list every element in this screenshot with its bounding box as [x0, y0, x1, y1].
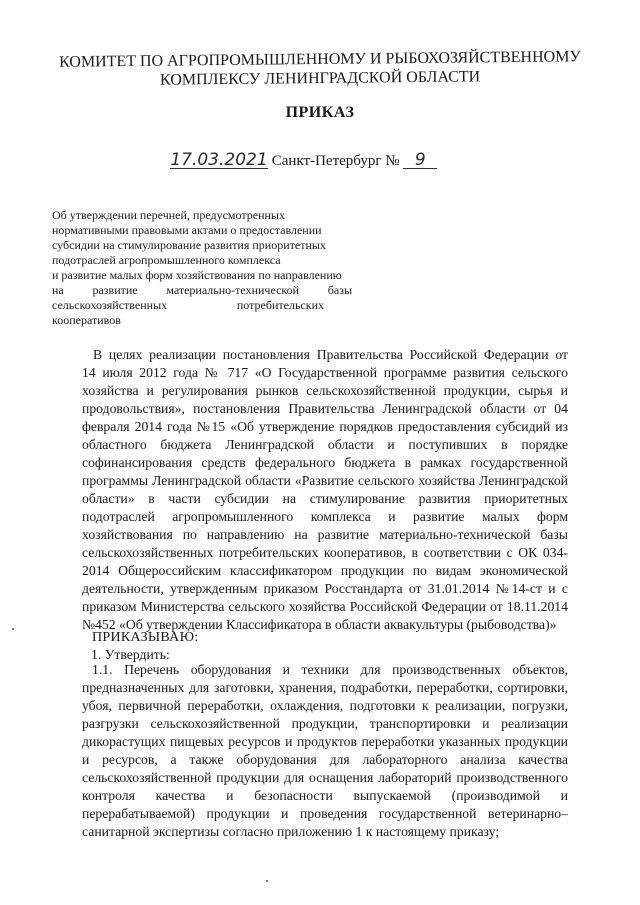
- organization-line-2: КОМПЛЕКСУ ЛЕНИНГРАДСКОЙ ОБЛАСТИ: [159, 68, 481, 89]
- preamble-line: 2014 Общероссийским классификатором продукции по видам экономической: [82, 563, 568, 578]
- item-line: сельскохозяйственной продукции для оснащения лабораторий производственного: [82, 770, 568, 785]
- item-1: 1. Утвердить:: [91, 647, 170, 662]
- subject-line: субсидии на стимулирование развития приоритетных: [52, 238, 326, 252]
- item-line: санитарной экспертизы согласно приложению 1 к настоящему приказу;: [82, 824, 500, 839]
- subject-line: нормативными правовыми актами о предоставлении: [52, 223, 322, 237]
- subject-line: и развитие малых форм хозяйствования по направлению: [52, 268, 342, 282]
- item-line: убоя, первичной переработки, охлаждения, подготовки к реализации, погрузки,: [82, 698, 568, 713]
- item-line: дикорастущих пищевых ресурсов и продуктов переработки указанных продукции: [82, 734, 568, 749]
- preamble-line: 14 июля 2012 года № 717 «О Государственной программе развития сельского: [82, 365, 568, 380]
- date-number-line: [170, 152, 470, 170]
- organization-name: [40, 47, 600, 91]
- item-line: разгрузки сельскохозяйственной продукции, транспортировки и реализации: [82, 716, 568, 731]
- order-heading: ПРИКАЗЫВАЮ:: [92, 630, 199, 645]
- organization-line-1: КОМИТЕТ ПО АГРОПРОМЫШЛЕННОМУ И РЫБОХОЗЯЙСТВЕННОМУ: [58, 48, 581, 71]
- scan-speck: [12, 628, 14, 630]
- city-label: Санкт-Петербург №: [271, 153, 400, 169]
- item-line: перерабатываемой) продукции и проведения государственной ветеринарно–: [82, 806, 568, 821]
- preamble-line: областного бюджета Ленинградской области и поступивших в порядке: [82, 437, 568, 452]
- subject-block: [52, 208, 362, 328]
- subject-line: кооперативов: [52, 313, 121, 327]
- preamble-line: программы Ленинградской области «Развитие сельского хозяйства Ленинградской: [82, 473, 568, 488]
- handwritten-number: 9: [403, 152, 437, 169]
- preamble-line: приказом Министерства сельского хозяйства Российской Федерации от 18.11.2014: [82, 599, 568, 614]
- preamble-line: деятельности, утвержденным приказом Росстандарта от 31.01.2014 №14-ст и с: [82, 581, 568, 596]
- item-line: 1.1. Перечень оборудования и техники для производственных объектов,: [92, 662, 568, 677]
- handwritten-date: 17.03.2021: [170, 150, 268, 170]
- preamble: [82, 346, 568, 634]
- preamble-line: №452 «Об утверждении Классификатора в области аквакультуры (рыбоводства)»: [82, 617, 557, 632]
- subject-line: сельскохозяйственных потребительских: [52, 298, 324, 312]
- preamble-line: подотраслей агропромышленного комплекса и развитие малых форм: [82, 509, 568, 524]
- preamble-line: софинансирования средств федерального бюджета в рамках государственной: [82, 455, 568, 470]
- preamble-line: сельскохозяйственных потребительских кооперативов, в соответствии с ОК 034-: [82, 545, 568, 560]
- item-line: предназначенных для заготовки, хранения, подработки, переработки, сортировки,: [82, 680, 568, 695]
- subject-line: Об утверждении перечней, предусмотренных: [52, 208, 285, 222]
- subject-line: подотраслей агропромышленного комплекса: [52, 253, 281, 267]
- preamble-line: В целях реализации постановления Правительства Российской Федерации от: [93, 347, 568, 362]
- item-line: контроля качества и безопасности выпускаемой (производимой и: [82, 788, 568, 803]
- preamble-line: области» в части субсидии на стимулирование развития приоритетных: [82, 491, 568, 506]
- document-title: ПРИКАЗ: [285, 104, 355, 121]
- preamble-line: февраля 2014 года №15 «Об утверждение порядков предоставления субсидий из: [82, 419, 568, 434]
- scan-speck: [266, 880, 268, 882]
- preamble-line: хозяйствования по направлению на развитие материально-технической базы: [82, 527, 568, 542]
- item-1-1: [82, 661, 568, 841]
- preamble-line: хозяйства и регулирования рынков сельскохозяйственной продукции, сырья и: [82, 383, 568, 398]
- preamble-line: продовольствия», постановления Правительства Ленинградской области от 04: [82, 401, 568, 416]
- item-line: и ресурсов, а также оборудования для лабораторного анализа качества: [82, 752, 568, 767]
- subject-line: на развитие материально-технической базы: [52, 283, 352, 297]
